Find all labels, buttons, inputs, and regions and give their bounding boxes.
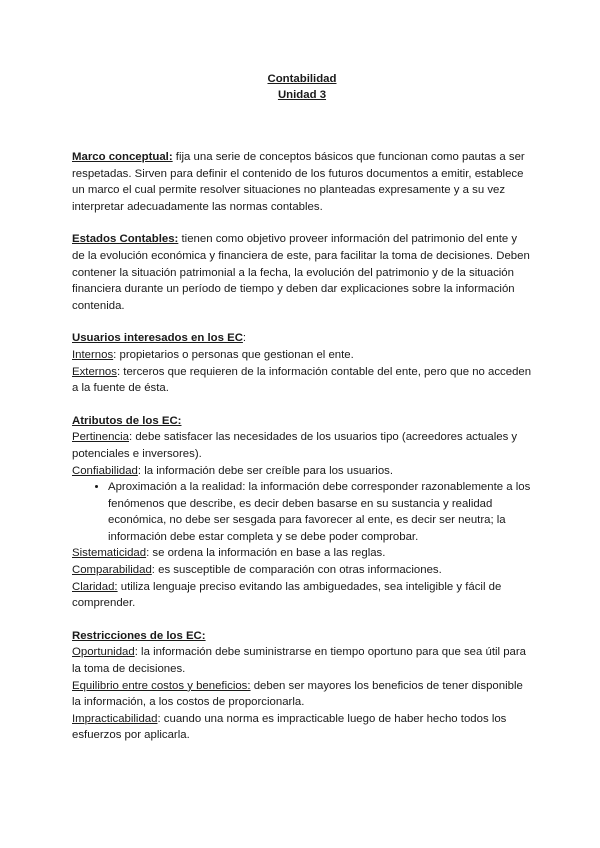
list-item: • Aproximación a la realidad: la información debe corresponder razonablemente a los fenómenos que describe, es decir deben basarse en su sustancia y realidad económica, no debe ser sesgada para favorecer al ente, es decir ser neutra; la información debe estar completa y se debe poder comprobar. (108, 479, 532, 545)
document-page (72, 71, 532, 744)
usuarios-internos: Internos: propietarios o personas que gestionan el ente. (72, 348, 354, 361)
atributo-pertinencia: Pertinencia: debe satisfacer las necesidades de los usuarios tipo (acreedores actuales y potenciales e inversores). (72, 431, 518, 460)
usuarios-heading: Usuarios interesados en los EC: (72, 332, 247, 345)
atributo-sistematicidad: Sistematicidad: se ordena la información en base a las reglas. (72, 547, 386, 560)
marco-conceptual-paragraph (72, 149, 532, 215)
estados-contables-text: tienen como objetivo proveer información del patrimonio del ente y de la evolución económica y financiera de este, para facilitar la toma de decisiones. Deben contener la situación patrimonial a la fecha, la evolución del patrimonio y de la situación financiera durante un período de tiempo y deben dar explicaciones sobre la información contenida. (72, 233, 530, 312)
marco-conceptual-text: fija una serie de conceptos básicos que funcionan como pautas a ser respetadas. Sirven para definir el contenido de los futuros documentos a emitir, establece un marco el cual permite resolver situaciones no planteadas expresamente y a su vez interpretar adecuadamente las normas contables. (72, 151, 525, 213)
restriccion-oportunidad: Oportunidad: la información debe suministrarse en tiempo oportuno para que sea útil para la toma de decisiones. (72, 646, 527, 676)
document-subtitle: Unidad 3 (277, 89, 327, 101)
atributo-claridad: Claridad: utiliza lenguaje preciso evitando las ambiguedades, sea inteligible y fácil de comprender. (72, 580, 502, 610)
atributos-heading: Atributos de los EC: (72, 414, 182, 427)
restriccion-impracticabilidad: Impracticabilidad: cuando una norma es impracticable luego de haber hecho todos los esfuerzos por aplicarla. (72, 712, 507, 742)
estados-contables-paragraph (72, 231, 532, 314)
restricciones-heading: Restricciones de los EC: (72, 629, 206, 642)
restriccion-equilibrio: Equilibrio entre costos y beneficios: deben ser mayores los beneficios de tener disponible la información, a los costos de proporcionarla. (72, 679, 523, 709)
atributo-confiabilidad: Confiabilidad: la información debe ser creíble para los usuarios. (72, 464, 394, 477)
document-title: Contabilidad (267, 73, 337, 85)
atributo-comparabilidad: Comparabilidad: es susceptible de comparación con otras informaciones. (72, 564, 442, 577)
usuarios-externos: Externos: terceros que requieren de la información contable del ente, pero que no acceden a la fuente de ésta. (72, 365, 532, 395)
confiabilidad-bullet-list (72, 479, 532, 545)
estados-contables-term: Estados Contables: (72, 233, 179, 246)
marco-conceptual-term: Marco conceptual: (72, 151, 173, 163)
